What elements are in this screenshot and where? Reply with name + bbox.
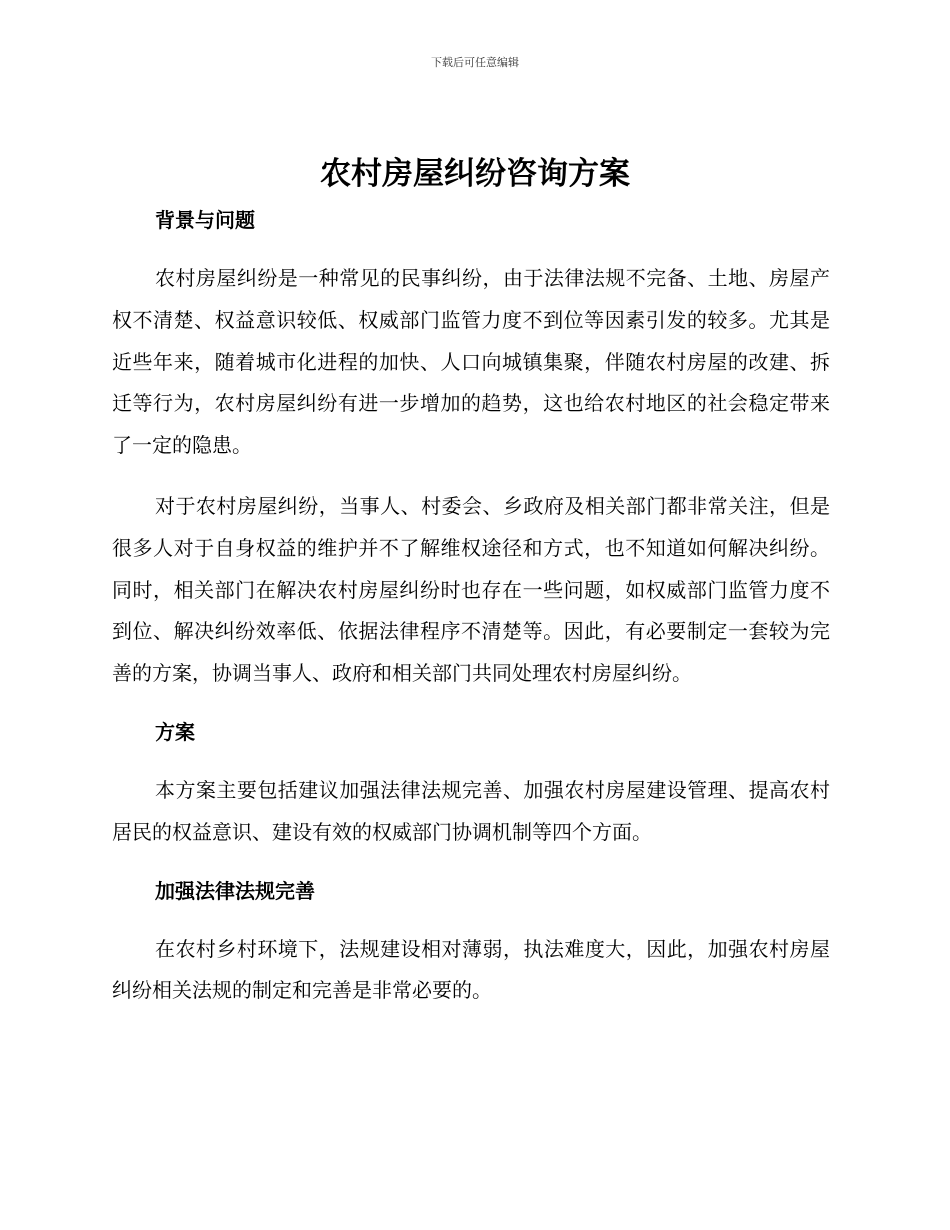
paragraph-background-2: 对于农村房屋纠纷，当事人、村委会、乡政府及相关部门都非常关注，但是很多人对于自身权益的维护并不了解维权途径和方式，也不知道如何解决纠纷。同时，相关部门在解决农村房屋纠纷时也存在一些问题，如权威部门监管力度不到位、解决纠纷效率低、依据法律程序不清楚等。因此，有必要制定一套较为完善的方案，协调当事人、政府和相关部门共同处理农村房屋纠纷。: [112, 493, 830, 686]
section-heading-plan: 方案: [155, 719, 195, 744]
paragraph-background-1: 农村房屋纠纷是一种常见的民事纠纷，由于法律法规不完备、土地、房屋产权不清楚、权益意识较低、权威部门监管力度不到位等因素引发的较多。尤其是近些年来，随着城市化进程的加快、人口向城镇集聚，伴随农村房屋的改建、拆迁等行为，农村房屋纠纷有进一步增加的趋势，这也给农村地区的社会稳定带来了一定的隐患。: [112, 266, 830, 458]
section-heading-strengthen-laws: 加强法律法规完善: [155, 878, 315, 903]
paragraph-plan-1: 本方案主要包括建议加强法律法规完善、加强农村房屋建设管理、提高农村居民的权益意识、建设有效的权威部门协调机制等四个方面。: [112, 777, 830, 844]
document-body: [112, 203, 830, 1012]
paragraph-strengthen-laws-1: 在农村乡村环境下，法规建设相对薄弱，执法难度大，因此，加强农村房屋纠纷相关法规的制定和完善是非常必要的。: [112, 936, 830, 1003]
section-heading-background: 背景与问题: [155, 208, 255, 232]
document-title: 农村房屋纠纷咨询方案: [320, 156, 630, 192]
page-header-note: 下载后可任意编辑: [431, 56, 519, 69]
